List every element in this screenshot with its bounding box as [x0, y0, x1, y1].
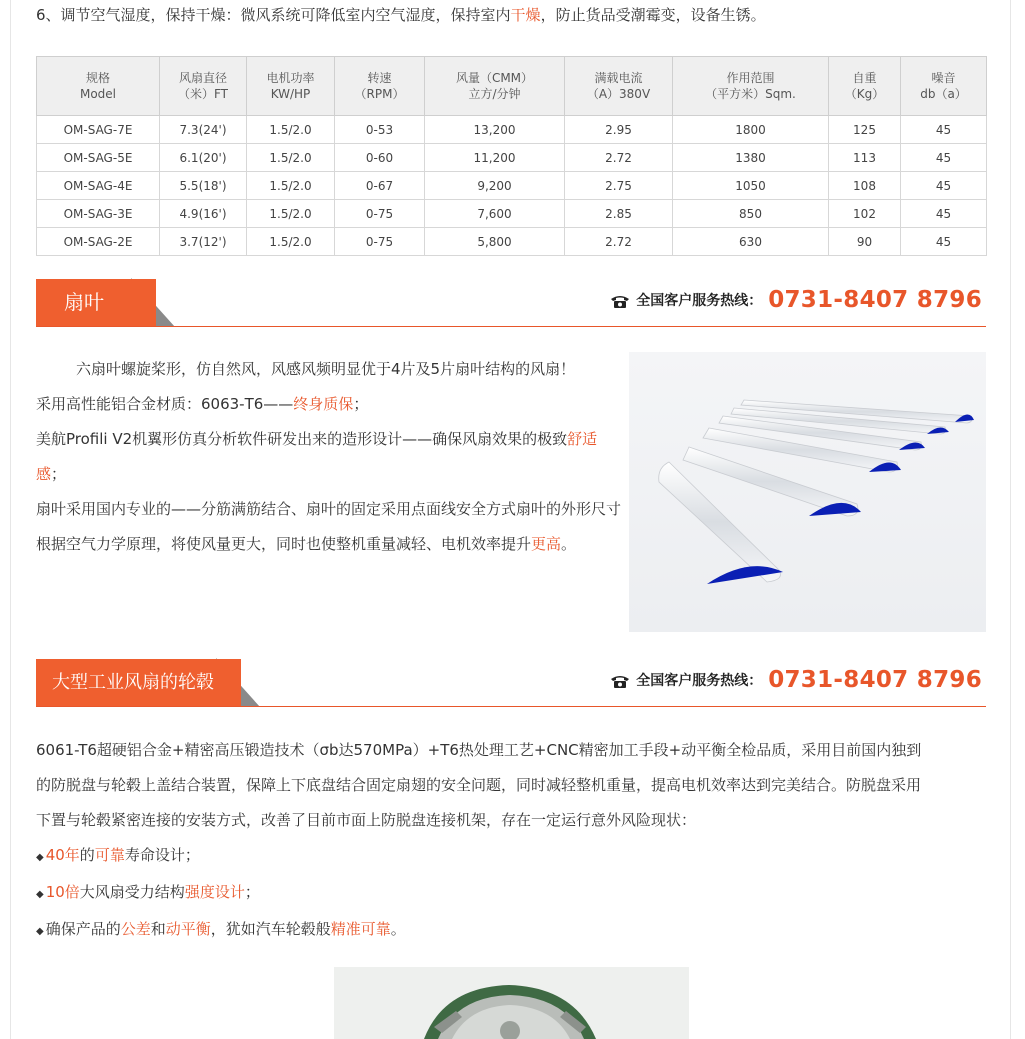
blade-line-4	[36, 492, 622, 562]
intro-text	[36, 4, 996, 26]
hotline-label: 全国客户服务热线：	[636, 293, 763, 309]
table-row	[37, 200, 987, 228]
table-cell: OM-SAG-4E	[37, 172, 160, 200]
table-cell: 2.95	[565, 116, 673, 144]
hub-section-title: 大型工业风扇的轮毂	[36, 659, 241, 706]
table-cell: 3.7(12')	[160, 228, 247, 256]
blade-line-1: 六扇叶螺旋桨形，仿自然风，风感风频明显优于4片及5片扇叶结构的风扇！	[76, 360, 576, 378]
table-cell: 45	[901, 200, 987, 228]
spec-header-unit: （RPM）	[354, 87, 405, 101]
table-cell: OM-SAG-7E	[37, 116, 160, 144]
spec-header-unit: db（a）	[920, 87, 967, 101]
hub-bullet-3-highlight-3: 精准可靠	[330, 920, 391, 938]
table-cell: 2.85	[565, 200, 673, 228]
table-cell: 45	[901, 144, 987, 172]
table-cell: OM-SAG-3E	[37, 200, 160, 228]
spec-header-cell	[673, 57, 829, 116]
spec-table-body	[37, 116, 987, 256]
table-cell: 102	[829, 200, 901, 228]
table-cell: OM-SAG-5E	[37, 144, 160, 172]
hub-bullet-2-end: ；	[244, 883, 260, 901]
table-cell: 45	[901, 172, 987, 200]
hotline-number[interactable]: 0731-8407 8796	[768, 667, 982, 693]
table-cell: 0-75	[335, 200, 425, 228]
blade-line-3-end: ；	[51, 465, 67, 483]
table-cell: 4.9(16')	[160, 200, 247, 228]
spec-header-cell	[247, 57, 335, 116]
table-cell: 2.75	[565, 172, 673, 200]
header-underline	[36, 326, 986, 327]
table-cell: 125	[829, 116, 901, 144]
spec-header-label: 风量（CMM）	[455, 71, 534, 85]
blade-line-4-end: 。	[561, 535, 577, 553]
hub-bullet-1-highlight-2: 可靠	[94, 846, 125, 864]
spec-table	[36, 56, 987, 256]
spec-header-label: 噪音	[931, 71, 956, 85]
hub-line-3: 下置与轮毂紧密连接的安装方式，改善了目前市面上防脱盘连接机架，存在一定运行意外风险现状：	[36, 811, 697, 829]
hub-section-header	[36, 657, 986, 707]
hotline-number[interactable]: 0731-8407 8796	[768, 287, 982, 313]
blade-line-4-text: 扇叶采用国内专业的——分筋满筋结合、扇叶的固定采用点面线安全方式扇叶的外形尺寸根据空气力学原理，将使风量更大，同时也使整机重量减轻、电机效率提升	[36, 500, 622, 553]
intro-text-end: ，防止货品受潮霉变，设备生锈。	[540, 6, 766, 24]
table-cell: 2.72	[565, 144, 673, 172]
hub-bullet-3-highlight: 公差	[120, 920, 151, 938]
blade-section-header	[36, 277, 986, 327]
hub-bullet-3-highlight-2: 动平衡	[165, 920, 211, 938]
hub-line-2: 的防脱盘与轮毂上盖结合装置，保障上下底盘结合固定扇翅的安全问题，同时减轻整机重量，提高电机效率达到完美结合。防脱盘采用	[36, 776, 922, 794]
blade-line-3-highlight: 舒适感	[36, 430, 598, 483]
table-cell: 11,200	[425, 144, 565, 172]
table-cell: 850	[673, 200, 829, 228]
spec-header-unit: （A）380V	[586, 87, 651, 101]
hotline	[610, 663, 982, 697]
hub-bullet-1	[36, 838, 986, 875]
table-row	[37, 172, 987, 200]
spec-header-unit: 立方/分钟	[468, 87, 521, 101]
table-cell: 7.3(24')	[160, 116, 247, 144]
table-cell: 113	[829, 144, 901, 172]
intro-highlight: 干燥	[510, 6, 541, 24]
table-cell: 1800	[673, 116, 829, 144]
table-cell: 1.5/2.0	[247, 172, 335, 200]
spec-table-header-row	[37, 57, 987, 116]
table-cell: 630	[673, 228, 829, 256]
phone-icon	[610, 673, 630, 687]
spec-header-cell	[425, 57, 565, 116]
blade-line-3-text: 美航Profili V2机翼形仿真分析软件研发出来的造形设计——确保风扇效果的极致	[36, 430, 568, 448]
table-cell: 1.5/2.0	[247, 144, 335, 172]
table-cell: 5.5(18')	[160, 172, 247, 200]
hub-bullet-2-highlight: 10倍	[45, 883, 80, 901]
spec-header-label: 转速	[367, 71, 392, 85]
table-cell: 1.5/2.0	[247, 116, 335, 144]
table-row	[37, 228, 987, 256]
blade-section-title: 扇叶	[36, 279, 156, 326]
table-cell: 90	[829, 228, 901, 256]
hotline-label: 全国客户服务热线：	[636, 673, 763, 689]
spec-header-unit: （Kg）	[844, 87, 885, 101]
spec-header-cell	[565, 57, 673, 116]
intro-text-main: 6、调节空气湿度，保持干燥：微风系统可降低室内空气湿度，保持室内	[36, 6, 511, 24]
table-cell: 1050	[673, 172, 829, 200]
hub-line-1: 6061-T6超硬铝合金+精密高压锻造技术（σb达570MPa）+T6热处理工艺+CNC精密加工手段+动平衡全检品质，采用目前国内独到	[36, 741, 922, 759]
table-cell: 108	[829, 172, 901, 200]
spec-header-cell	[829, 57, 901, 116]
spec-header-label: 满载电流	[594, 71, 643, 85]
table-cell: 5,800	[425, 228, 565, 256]
table-cell: 0-53	[335, 116, 425, 144]
header-underline	[36, 706, 986, 707]
spec-header-cell	[160, 57, 247, 116]
hub-bullet-3	[36, 912, 986, 949]
table-cell: 45	[901, 116, 987, 144]
hub-bullet-2-text: 大风扇受力结构	[79, 883, 185, 901]
table-cell: OM-SAG-2E	[37, 228, 160, 256]
spec-header-cell	[901, 57, 987, 116]
hub-bullet-1-highlight: 40年	[45, 846, 80, 864]
table-cell: 1.5/2.0	[247, 200, 335, 228]
diamond-bullet-icon: ◆	[36, 889, 44, 900]
spec-header-cell	[37, 57, 160, 116]
table-row	[37, 116, 987, 144]
table-cell: 1.5/2.0	[247, 228, 335, 256]
hub-bullet-2-highlight-2: 强度设计	[184, 883, 245, 901]
spec-header-unit: Model	[79, 87, 117, 101]
hub-bullet-3-text: 确保产品的	[45, 920, 121, 938]
blade-line-2	[36, 387, 622, 422]
table-cell: 0-67	[335, 172, 425, 200]
table-cell: 9,200	[425, 172, 565, 200]
spec-header-label: 风扇直径	[178, 71, 227, 85]
spec-header-label: 作用范围	[726, 71, 775, 85]
blade-line-2-highlight: 终身质保	[293, 395, 354, 413]
diamond-bullet-icon: ◆	[36, 852, 44, 863]
table-cell: 7,600	[425, 200, 565, 228]
spec-header-unit: （米）FT	[177, 87, 229, 101]
spec-header-label: 电机功率	[266, 71, 315, 85]
spec-header-label: 规格	[85, 71, 110, 85]
hub-bullet-1-end: 寿命设计；	[124, 846, 200, 864]
fan-hub-image	[334, 967, 689, 1039]
hub-bullet-1-text: 的	[79, 846, 95, 864]
spec-header-unit: （平方米）Sqm.	[705, 87, 796, 101]
table-cell: 13,200	[425, 116, 565, 144]
hub-bullet-3-text-3: ，犹如汽车轮毂般	[210, 920, 331, 938]
blade-line-2-text: 采用高性能铝合金材质：6063-T6——	[36, 395, 294, 413]
table-cell: 6.1(20')	[160, 144, 247, 172]
blade-line-3	[36, 422, 622, 492]
table-cell: 1380	[673, 144, 829, 172]
table-cell: 2.72	[565, 228, 673, 256]
table-cell: 0-75	[335, 228, 425, 256]
fan-blades-image	[629, 352, 986, 632]
blade-line-2-end: ；	[353, 395, 369, 413]
spec-header-unit: KW/HP	[270, 87, 311, 101]
hub-description	[36, 733, 986, 949]
blade-line-4-highlight: 更高	[531, 535, 562, 553]
table-row	[37, 144, 987, 172]
table-cell: 45	[901, 228, 987, 256]
blade-description	[36, 352, 622, 562]
hotline	[610, 283, 982, 317]
table-cell: 0-60	[335, 144, 425, 172]
hub-bullet-3-end: 。	[390, 920, 406, 938]
hub-bullet-3-text-2: 和	[150, 920, 166, 938]
phone-icon	[610, 293, 630, 307]
hub-bullet-2	[36, 875, 986, 912]
diamond-bullet-icon: ◆	[36, 926, 44, 937]
spec-header-cell	[335, 57, 425, 116]
spec-header-label: 自重	[852, 71, 877, 85]
